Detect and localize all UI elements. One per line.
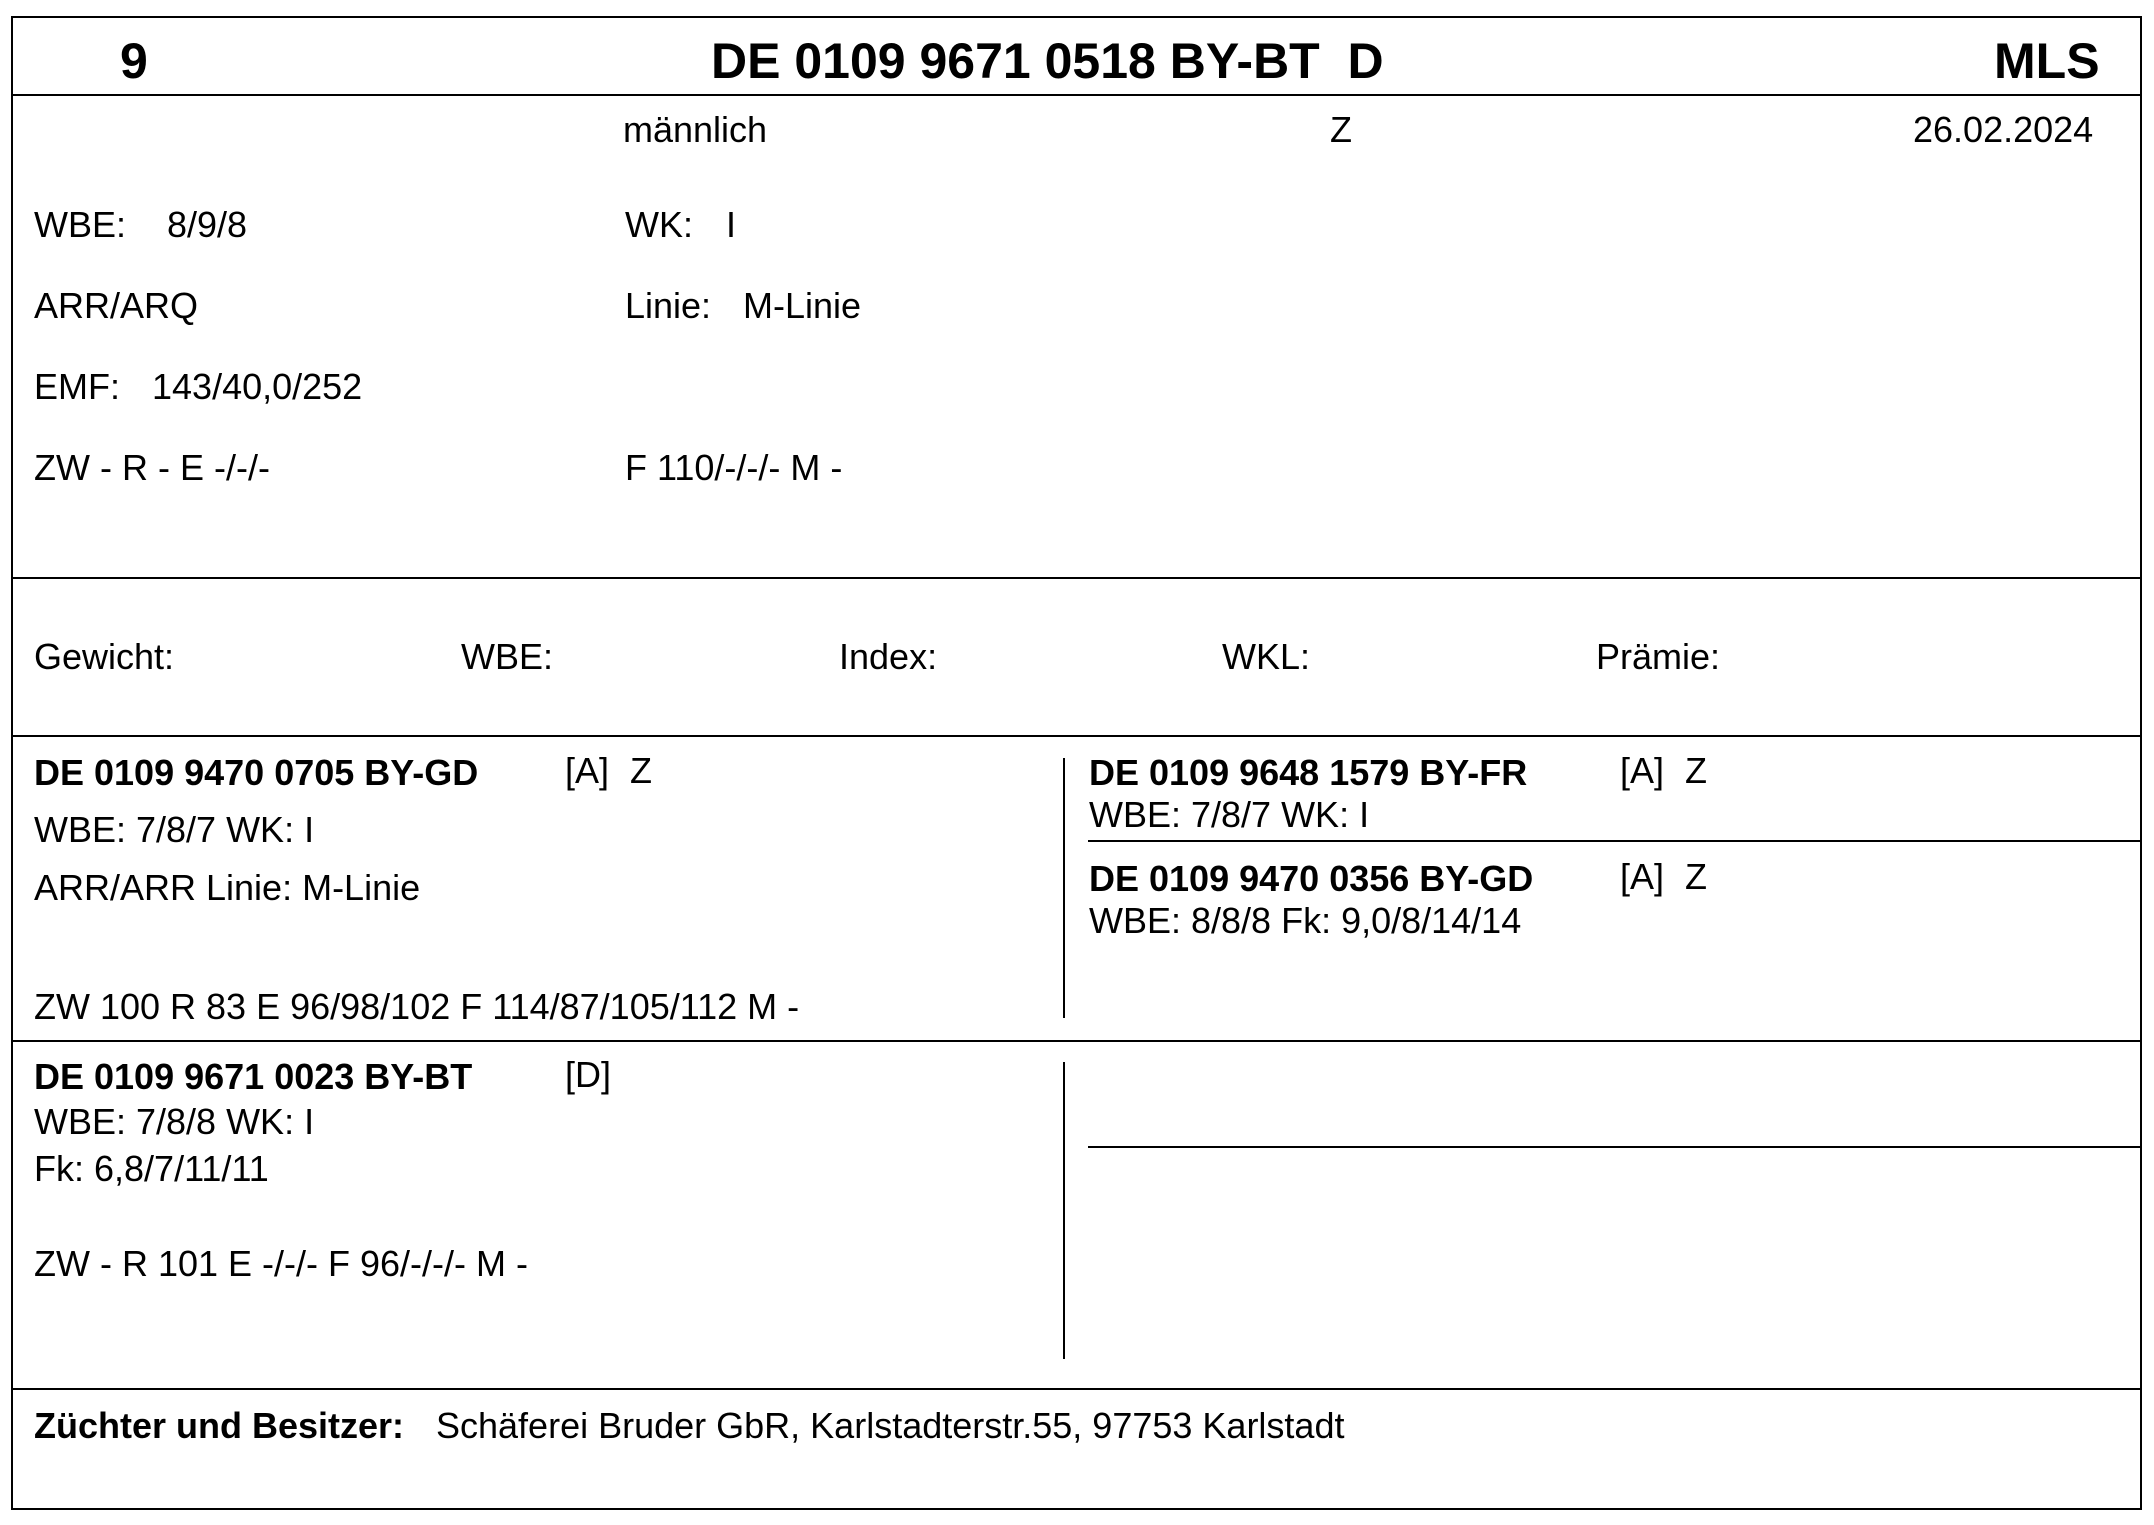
sex: männlich bbox=[623, 109, 768, 150]
sire-dam-tag: [A] bbox=[1620, 856, 1665, 897]
sire-id: DE 0109 9470 0705 BY-GD bbox=[34, 752, 479, 793]
index-label: Index: bbox=[839, 636, 938, 677]
dam-breeding-values: ZW - R 101 E -/-/- F 96/-/-/- M - bbox=[34, 1243, 528, 1284]
breeding-values: ZW - R - E -/-/- bbox=[34, 447, 270, 488]
sire-column-divider bbox=[1063, 758, 1065, 1018]
evaluation-divider bbox=[11, 735, 2142, 737]
sire-sire-id: DE 0109 9648 1579 BY-FR bbox=[1089, 752, 1528, 793]
wk-value: I bbox=[726, 204, 737, 245]
f-values: F 110/-/-/- M - bbox=[625, 447, 843, 488]
linie-label: Linie: bbox=[625, 285, 712, 326]
praemie-label: Prämie: bbox=[1596, 636, 1721, 677]
genotype: ARR/ARQ bbox=[34, 285, 199, 326]
wbe-label: WBE: bbox=[34, 204, 127, 245]
eval-wbe-label: WBE: bbox=[461, 636, 554, 677]
wbe-value: 8/9/8 bbox=[167, 204, 248, 245]
sire-genotype: ARR/ARR Linie: M-Linie bbox=[34, 867, 421, 908]
birth-date: 26.02.2024 bbox=[1913, 109, 2094, 150]
emf-value: 143/40,0/252 bbox=[152, 366, 363, 407]
sire-ancestors-divider bbox=[1088, 840, 2142, 842]
sire-tag: [A] bbox=[565, 750, 610, 791]
catalog-number: 9 bbox=[120, 33, 148, 89]
wk-label: WK: bbox=[625, 204, 693, 245]
info-divider bbox=[11, 577, 2142, 579]
breed-code: MLS bbox=[1994, 33, 2100, 89]
herdbook-mark: Z bbox=[1330, 109, 1352, 150]
dam-fk: Fk: 6,8/7/11/11 bbox=[34, 1148, 269, 1189]
gewicht-label: Gewicht: bbox=[34, 636, 175, 677]
sire-dam-mark: Z bbox=[1685, 856, 1707, 897]
dam-ancestors-divider bbox=[1088, 1146, 2142, 1148]
sire-divider bbox=[11, 1040, 2142, 1042]
wkl-label: WKL: bbox=[1222, 636, 1311, 677]
dam-id: DE 0109 9671 0023 BY-BT bbox=[34, 1056, 473, 1097]
header-divider bbox=[11, 94, 2142, 96]
sire-dam-wbe: WBE: 8/8/8 Fk: 9,0/8/14/14 bbox=[1089, 900, 1522, 941]
sire-mark: Z bbox=[630, 750, 652, 791]
sire-breeding-values: ZW 100 R 83 E 96/98/102 F 114/87/105/112 M - bbox=[34, 986, 800, 1027]
emf-label: EMF: bbox=[34, 366, 120, 407]
sire-sire-mark: Z bbox=[1685, 750, 1707, 791]
dam-column-divider bbox=[1063, 1062, 1065, 1359]
dam-tag: [D] bbox=[565, 1054, 612, 1095]
breeder-label: Züchter und Besitzer: bbox=[34, 1405, 405, 1446]
breeder-value: Schäferei Bruder GbR, Karlstadterstr.55, 97753 Karlstadt bbox=[436, 1405, 1345, 1446]
dam-divider bbox=[11, 1388, 2142, 1390]
linie-value: M-Linie bbox=[743, 285, 862, 326]
animal-id: DE 0109 9671 0518 BY-BT D bbox=[711, 33, 1384, 89]
sire-wbe: WBE: 7/8/7 WK: I bbox=[34, 809, 315, 850]
dam-wbe: WBE: 7/8/8 WK: I bbox=[34, 1101, 315, 1142]
sire-sire-wbe: WBE: 7/8/7 WK: I bbox=[1089, 794, 1370, 835]
sire-dam-id: DE 0109 9470 0356 BY-GD bbox=[1089, 858, 1534, 899]
sire-sire-tag: [A] bbox=[1620, 750, 1665, 791]
